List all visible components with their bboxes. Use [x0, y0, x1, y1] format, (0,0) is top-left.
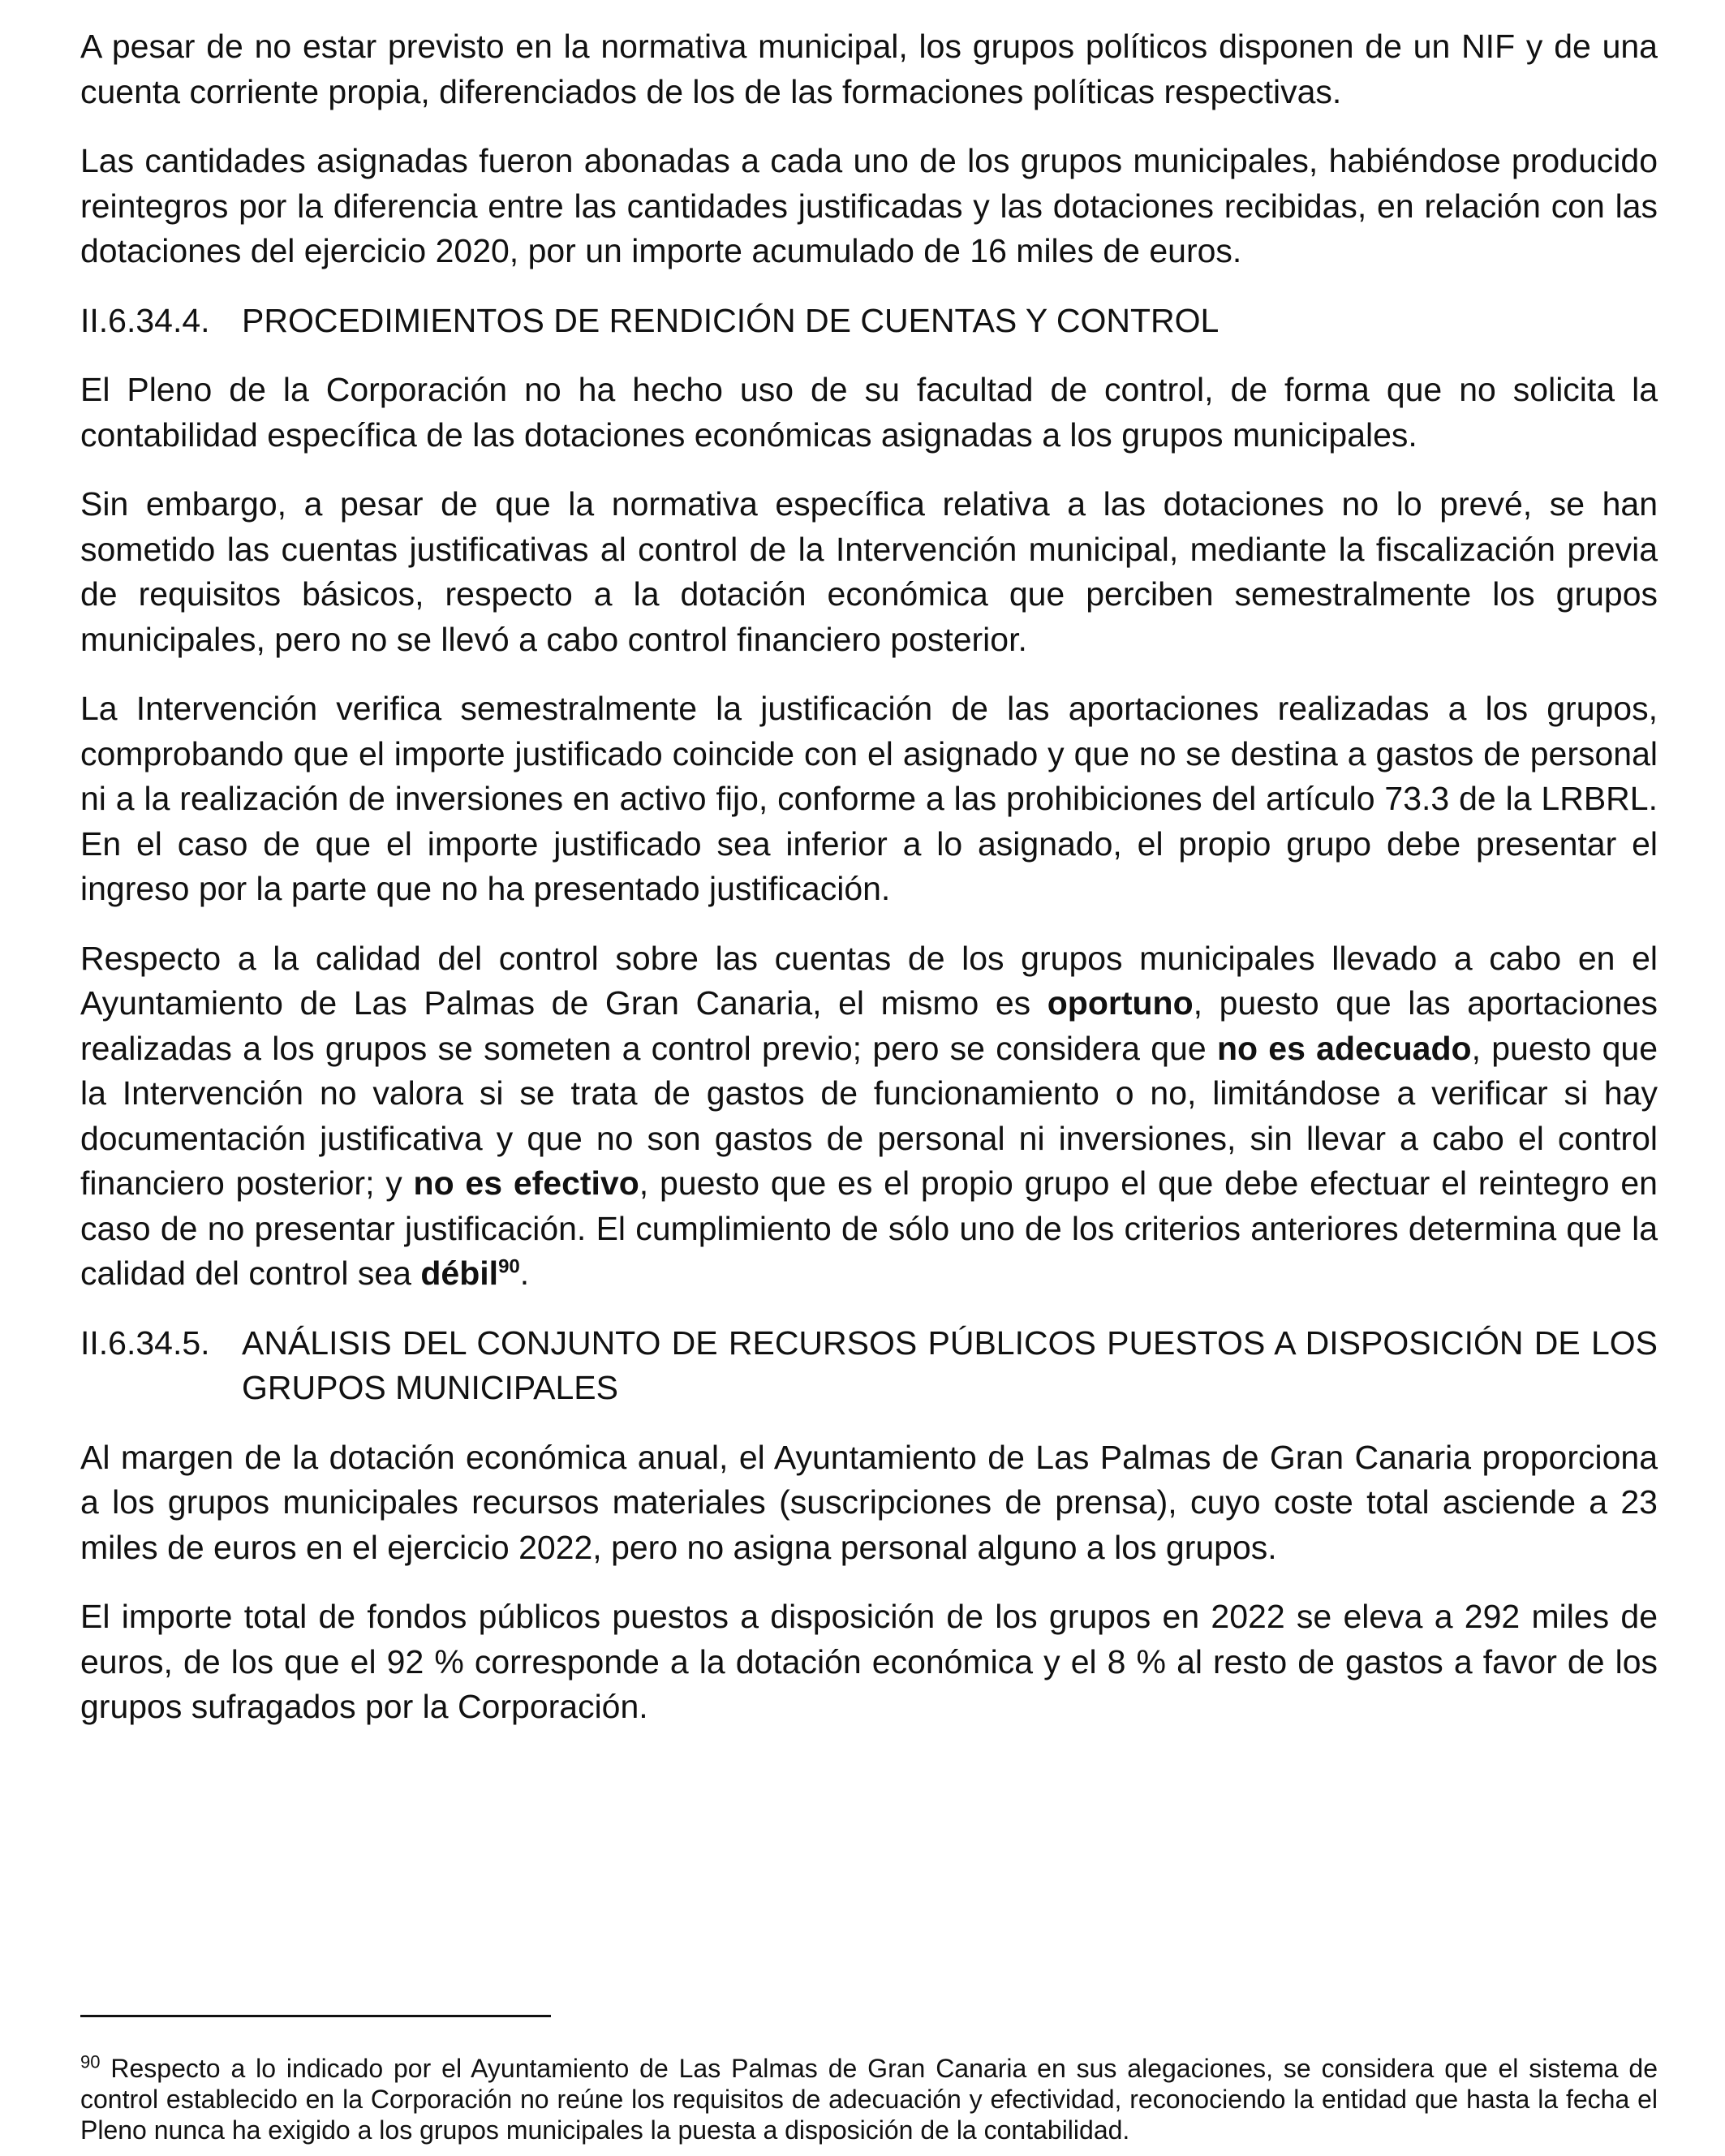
- footnote-text: Respecto a lo indicado por el Ayuntamiento de Las Palmas de Gran Canaria en sus alegaciones, se considera que el sistema de control establecido en la Corporación no reúne los requisitos de adecuación y efectividad, reconociendo la entidad que hasta la fecha el Pleno nunca ha exigido a los grupos municipales la puesta a disposición de la contabilidad.: [80, 2054, 1658, 2145]
- paragraph-importe-total: El importe total de fondos públicos puestos a disposición de los grupos en 2022 se eleva a 292 miles de euros, de los que el 92 % corresponde a la dotación económica y el 8 % al resto de gastos a favor de los grupos sufragados por la Corporación.: [80, 1598, 1658, 1725]
- paragraph-recursos-materiales: Al margen de la dotación económica anual, el Ayuntamiento de Las Palmas de Gran Canaria proporciona a los grupos municipales recursos materiales (suscripciones de prensa), cuyo coste total asciende a 23 miles de euros en el ejercicio 2022, pero no asigna personal alguno a los grupos.: [80, 1438, 1658, 1566]
- paragraph-reintegros: Las cantidades asignadas fueron abonadas a cada uno de los grupos municipales, habiéndose producido reintegros por la diferencia entre las cantidades justificadas y las dotaciones recibidas, en relación con las dotaciones del ejercicio 2020, por un importe acumulado de 16 miles de euros.: [80, 142, 1658, 269]
- paragraph-nif-cuenta: A pesar de no estar previsto en la normativa municipal, los grupos políticos disponen de un NIF y de una cuenta corriente propia, diferenciados de los de las formaciones políticas respectivas.: [80, 28, 1658, 110]
- paragraph-pleno-control: El Pleno de la Corporación no ha hecho uso de su facultad de control, de forma que no solicita la contabilidad específica de las dotaciones económicas asignadas a los grupos municipales.: [80, 371, 1658, 454]
- text-run: , puesto que las aportaciones realizadas a los grupos se someten a control previo; pero se considera que: [80, 984, 1658, 1067]
- bold-term-no-es-adecuado: no es adecuado: [1216, 1029, 1472, 1067]
- section-number: II.6.34.4.: [80, 301, 210, 339]
- text-run: .: [519, 1254, 530, 1292]
- paragraph-intervencion-municipal: Sin embargo, a pesar de que la normativa específica relativa a las dotaciones no lo prevé, se han sometido las cuentas justificativas al control de la Intervención municipal, mediante la fiscalización previa de requisitos básicos, respecto a la dotación económica que perciben semestralmente los grupos municipales, pero no se llevó a cabo control financiero posterior.: [80, 485, 1658, 658]
- section-number: II.6.34.5.: [80, 1323, 210, 1362]
- text-run: , puesto que es el propio grupo el que debe efectuar el reintegro en caso de no presentar justificación. El cumplimiento de sólo uno de los criterios anteriores determina que la calidad del control sea: [80, 1164, 1658, 1292]
- footnote-reference[interactable]: 90: [498, 1255, 520, 1278]
- section-heading-rendicion-cuentas: [80, 299, 1658, 344]
- bold-term-debil: débil: [420, 1254, 499, 1292]
- section-title: PROCEDIMIENTOS DE RENDICIÓN DE CUENTAS Y CONTROL: [242, 301, 1220, 339]
- text-run: Respecto a la calidad del control sobre las cuentas de los grupos municipales llevado a cabo en el Ayuntamiento de Las Palmas de Gran Canaria, el mismo es: [80, 939, 1658, 1022]
- document-body: [80, 24, 1658, 1754]
- footnote-number: 90: [80, 2051, 101, 2072]
- section-heading-analisis-recursos: [80, 1321, 1658, 1411]
- paragraph-verificacion-semestral: La Intervención verifica semestralmente la justificación de las aportaciones realizadas a los grupos, comprobando que el importe justificado coincide con el asignado y que no se destina a gastos de personal ni a la realización de inversiones en activo fijo, conforme a las prohibiciones del artículo 73.3 de la LRBRL. En el caso de que el importe justificado sea inferior a lo asignado, el propio grupo debe presentar el ingreso por la parte que no ha presentado justificación.: [80, 690, 1658, 907]
- paragraph-calidad-control: [80, 936, 1658, 1297]
- section-title: ANÁLISIS DEL CONJUNTO DE RECURSOS PÚBLICOS PUESTOS A DISPOSICIÓN DE LOS GRUPOS MUNICIPALES: [242, 1323, 1658, 1406]
- footnote-separator: [80, 2015, 551, 2017]
- bold-term-oportuno: oportuno: [1047, 984, 1194, 1022]
- footnote: [80, 2053, 1658, 2145]
- text-run: , puesto que la Intervención no valora si se trata de gastos de funcionamiento o no, limitándose a verificar si hay documentación justificativa y que no son gastos de personal ni inversiones, sin llevar a cabo el control financiero posterior; y: [80, 1029, 1658, 1202]
- bold-term-no-es-efectivo: no es efectivo: [413, 1164, 639, 1202]
